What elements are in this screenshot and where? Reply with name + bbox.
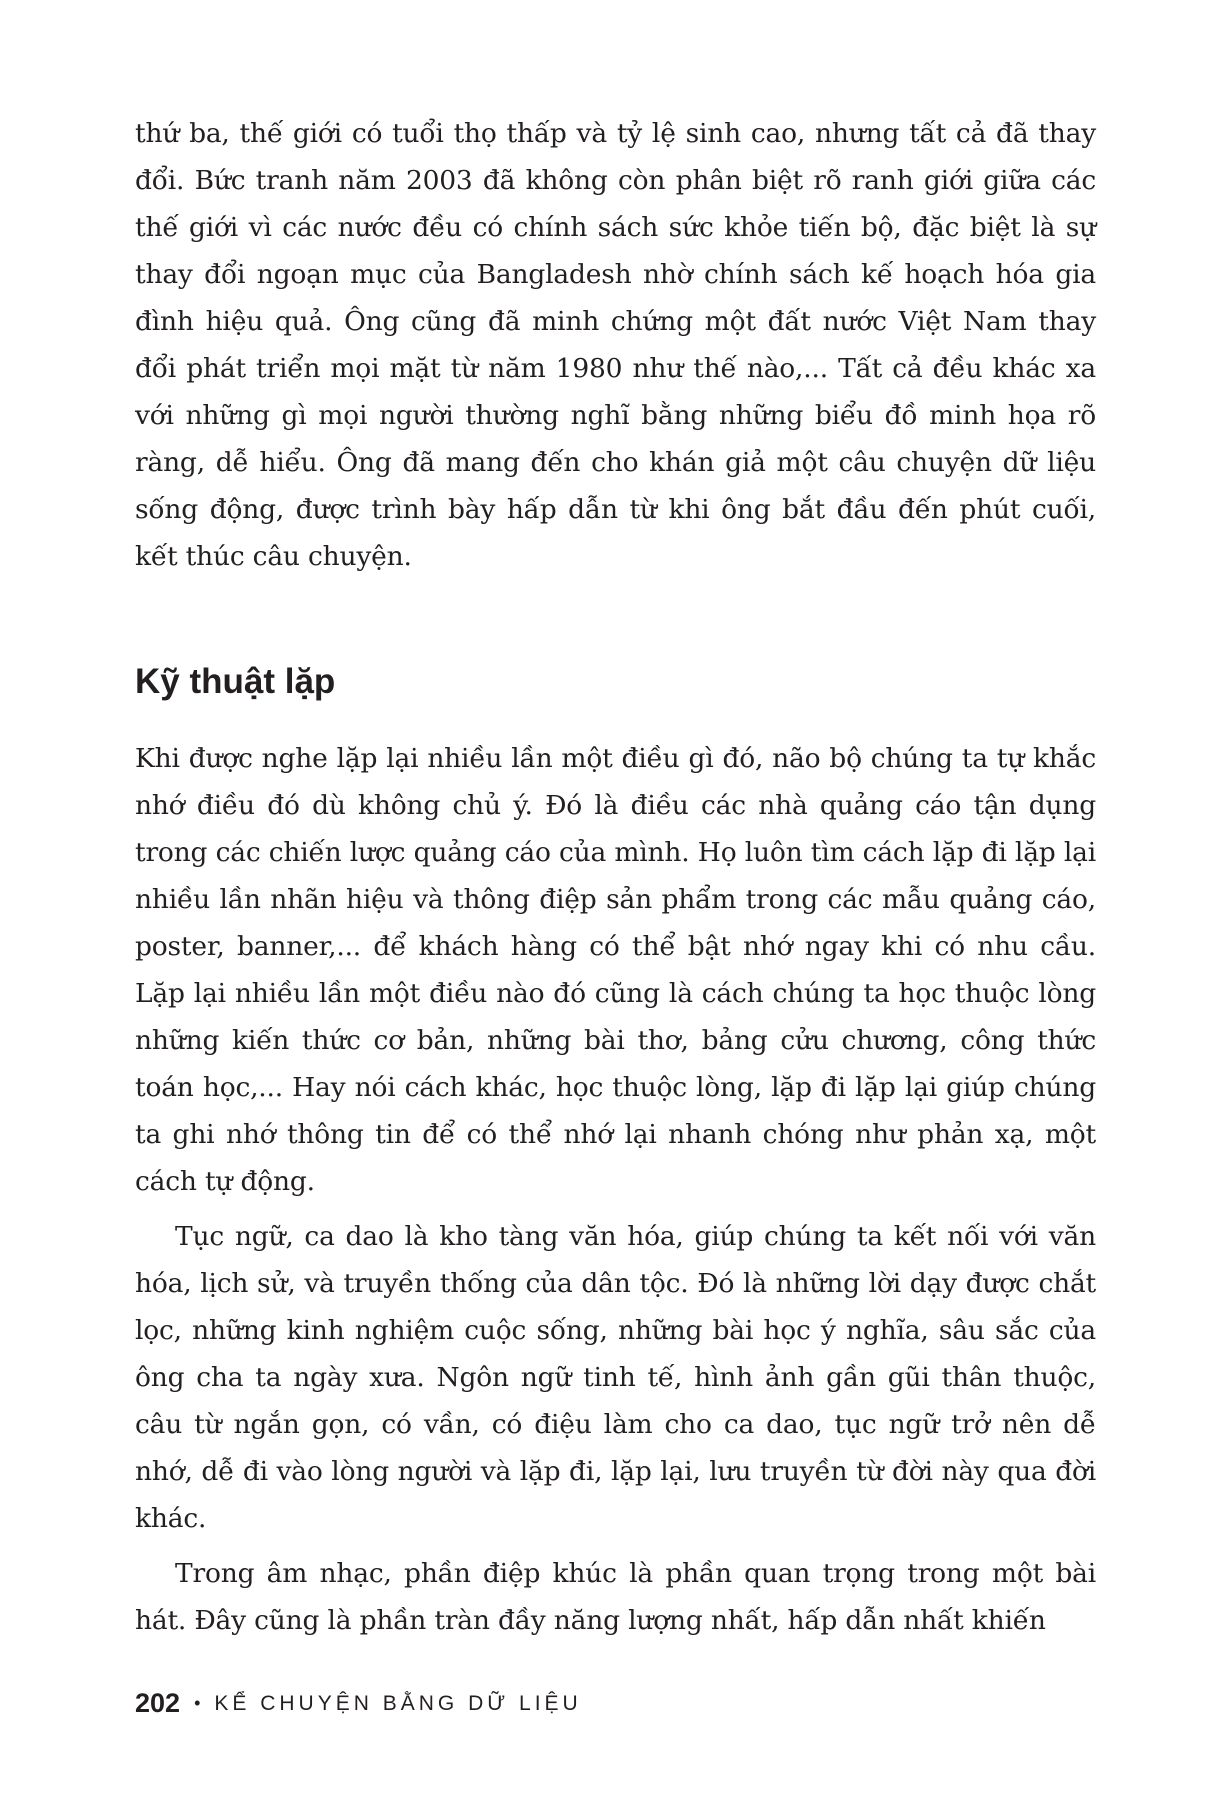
section-body — [135, 735, 1096, 1644]
section-paragraph-3: Trong âm nhạc, phần điệp khúc là phần quan trọng trong một bài hát. Đây cũng là phần tràn đầy năng lượng nhất, hấp dẫn nhất khiến — [135, 1558, 1096, 1636]
section-paragraph-1: Khi được nghe lặp lại nhiều lần một điều gì đó, não bộ chúng ta tự khắc nhớ điều đó dù không chủ ý. Đó là điều các nhà quảng cáo tận dụng trong các chiến lược quảng cáo của mình. Họ luôn tìm cách lặp đi lặp lại nhiều lần nhãn hiệu và thông điệp sản phẩm trong các mẫu quảng cáo, poster, banner,... để khách hàng có thể bật nhớ ngay khi có nhu cầu. Lặp lại nhiều lần một điều nào đó cũng là cách chúng ta học thuộc lòng những kiến thức cơ bản, những bài thơ, bảng cửu chương, công thức toán học,... Hay nói cách khác, học thuộc lòng, lặp đi lặp lại giúp chúng ta ghi nhớ thông tin để có thể nhớ lại nhanh chóng như phản xạ, một cách tự động. — [135, 743, 1096, 1197]
footer-bullet: • — [194, 1693, 201, 1713]
page-number: 202 — [135, 1688, 181, 1718]
page-footer — [135, 1688, 582, 1719]
intro-text-block — [135, 110, 1096, 580]
section-paragraph-2: Tục ngữ, ca dao là kho tàng văn hóa, giúp chúng ta kết nối với văn hóa, lịch sử, và truyền thống của dân tộc. Đó là những lời dạy được chắt lọc, những kinh nghiệm cuộc sống, những bài học ý nghĩa, sâu sắc của ông cha ta ngày xưa. Ngôn ngữ tinh tế, hình ảnh gần gũi thân thuộc, câu từ ngắn gọn, có vần, có điệu làm cho ca dao, tục ngữ trở nên dễ nhớ, dễ đi vào lòng người và lặp đi, lặp lại, lưu truyền từ đời này qua đời khác. — [135, 1221, 1096, 1534]
section-heading: Kỹ thuật lặp — [135, 662, 336, 701]
intro-paragraph: thứ ba, thế giới có tuổi thọ thấp và tỷ lệ sinh cao, nhưng tất cả đã thay đổi. Bức tranh năm 2003 đã không còn phân biệt rõ ranh giới giữa các thế giới vì các nước đều có chính sách sức khỏe tiến bộ, đặc biệt là sự thay đổi ngoạn mục của Bangladesh nhờ chính sách kế hoạch hóa gia đình hiệu quả. Ông cũng đã minh chứng một đất nước Việt Nam thay đổi phát triển mọi mặt từ năm 1980 như thế nào,... Tất cả đều khác xa với những gì mọi người thường nghĩ bằng những biểu đồ minh họa rõ ràng, dễ hiểu. Ông đã mang đến cho khán giả một câu chuyện dữ liệu sống động, được trình bày hấp dẫn từ khi ông bắt đầu đến phút cuối, kết thúc câu chuyện. — [135, 118, 1096, 572]
running-head: KỂ CHUYỆN BẰNG DỮ LIỆU — [214, 1691, 582, 1715]
